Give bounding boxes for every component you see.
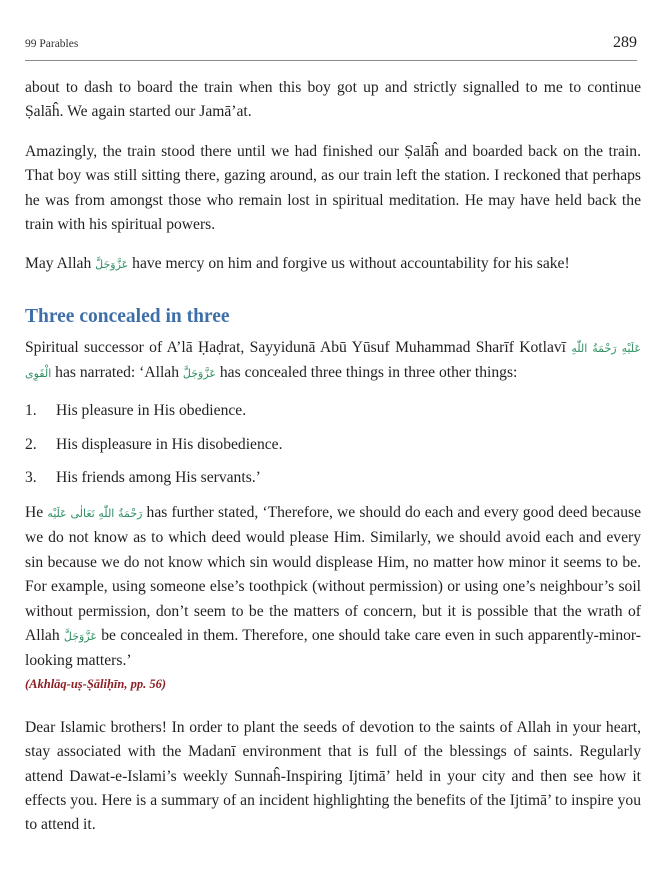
intro-text-b: has narrated: ‘Allah (51, 364, 183, 382)
intro-text-c: has concealed three things in three other things: (215, 364, 518, 382)
prayer-text-start: May Allah (25, 255, 96, 273)
honorific-arabic: عَزَّوَجَلَّ (182, 367, 216, 381)
paragraph-train: Amazingly, the train stood there until we had finished our Ṣalāĥ and boarded back on the train. That boy was still sitting there, gazing around, as our train left the station. I reckoned that perhaps he was from amongst those who remain lost in spiritual meditation. He may have held back the train with his spiritual powers. (25, 142, 641, 234)
list-text: His pleasure in His obedience. (56, 401, 247, 419)
paragraph-continued: about to dash to board the train when this boy got up and strictly signalled to me to continue Ṣalāĥ. We again started our Jamā’at. (25, 79, 641, 121)
honorific-arabic: عَزَّوَجَلَّ (95, 258, 129, 272)
further-text-c: be concealed in them. Therefore, one should take care even in such apparently-minor-looking matters.’ (25, 626, 641, 670)
paragraph-further (25, 501, 641, 674)
section-heading: Three concealed in three (25, 305, 230, 327)
list-number: 2. (25, 435, 37, 453)
further-text-b: has further stated, ‘Therefore, we should do each and every good deed because we do not know as to which deed would please Him. Similarly, we should avoid each and every sin because we do not know which sin would displease Him, no matter how minor it seems to be. For example, using someone else’s toothpick (without permission) or using one’s neighbour’s soil without permission, don’t seem to be the matters of concern, but it is possible that the wrath of Allah (25, 503, 642, 644)
list-item (25, 399, 641, 423)
list-text: His displeasure in His disobedience. (56, 435, 283, 453)
prayer-text-end: have mercy on him and forgive us without accountability for his sake! (128, 255, 570, 273)
further-text-a: He (25, 503, 48, 521)
intro-text-a: Spiritual successor of A’lā Ḥaḍrat, Sayyidunā Abū Yūsuf Muhammad Sharīf Kotlavī (25, 338, 572, 356)
list-text: His friends among His servants.’ (56, 469, 261, 487)
page-header (25, 34, 637, 61)
list-number: 3. (25, 469, 37, 487)
section-intro (25, 336, 641, 387)
paragraph-prayer (25, 252, 641, 277)
paragraph-islamic-brothers: Dear Islamic brothers! In order to plant the seeds of devotion to the saints of Allah in your heart, stay associated with the Madanī environment that is full of the blessings of saints. Regularly attend Dawat-e-Islami’s weekly Sunnaĥ-Inspiring Ijtimā’ held in your city and then see how it effects you. Here is a summary of an incident highlighting the benefits of the Ijtimā’ to inspire you to attend it. (25, 718, 641, 834)
honorific-arabic: عَزَّوَجَلَّ (63, 629, 97, 643)
source-reference: (Akhlāq-uṣ-Ṣāliḥīn, pp. 56) (25, 676, 167, 691)
honorific-arabic: عَلَيْهِ رَحْمَةُ اللّٰهِ الْقَوِى (25, 341, 641, 381)
page-number: 289 (613, 34, 637, 51)
list-item (25, 433, 641, 457)
running-title: 99 Parables (25, 38, 79, 50)
list-number: 1. (25, 401, 37, 419)
honorific-arabic: رَحْمَةُ اللّٰهِ تَعَالٰی عَلَيْه (47, 506, 143, 520)
numbered-list (25, 399, 641, 491)
list-item (25, 466, 641, 490)
page-body (25, 76, 641, 838)
